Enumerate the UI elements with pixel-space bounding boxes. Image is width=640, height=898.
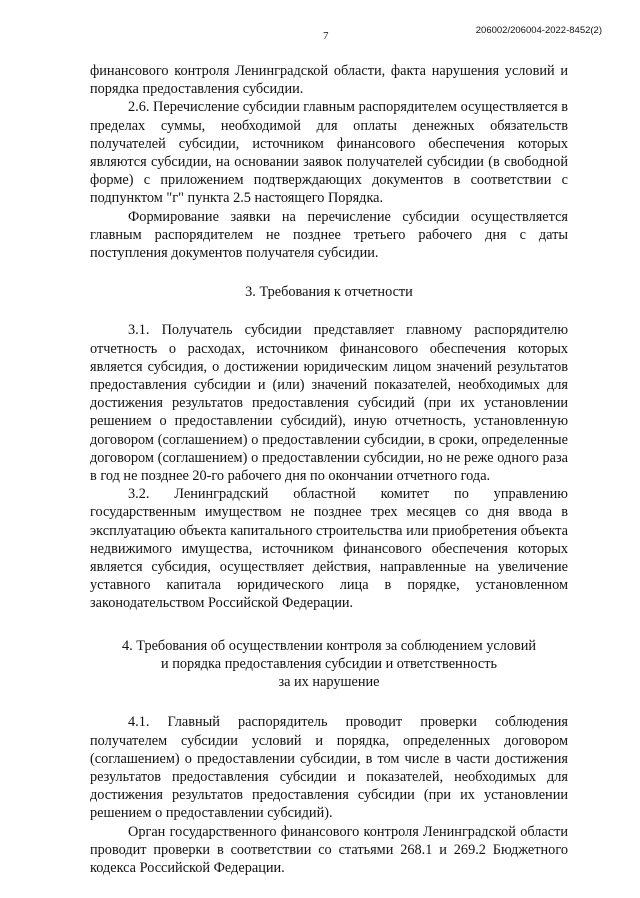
- document-body: [90, 62, 568, 877]
- paragraph-continuation: финансового контроля Ленинградской области, факта нарушения условий и порядка предоставления субсидии.: [90, 63, 568, 98]
- paragraph-2-6-request: Формирование заявки на перечисление субсидии осуществляется главным распорядителем не позднее третьего рабочего дня с даты поступления документов получателя субсидии.: [90, 208, 568, 262]
- section-heading-4-line-1: 4. Требования об осуществлении контроля за соблюдением условий: [121, 637, 537, 654]
- paragraph-3-2: 3.2. Ленинградский областной комитет по управлению государственным имуществом не позднее трех месяцев со дня ввода в эксплуатацию объекта капитального строительства или приобретения объекта недвижимого имущества, источником финансового обеспечения которых является субсидия, осуществляет действия, направленные на увеличение уставного капитала юридического лица в порядке, установленном законодательством Российской Федерации.: [90, 486, 568, 612]
- section-heading-4-line-3: за их нарушение: [278, 674, 380, 691]
- section-heading-4-line-2: и порядка предоставления субсидии и ответственность: [161, 655, 497, 672]
- paragraph-3-1: 3.1. Получатель субсидии представляет главному распорядителю отчетность о расходах, источником финансового обеспечения которых является субсидия, о достижении юридическим лицом значений результатов предоставления субсидии и (или) значений показателей, необходимых для достижения результатов предоставления субсидий (при их установлении решением о предоставлении субсидий), иную отчетность, установленную договором (соглашением) о предоставлении субсидии, в сроки, определенные договором (соглашением) о предоставлении субсидии, но не реже одного раза в год не позднее 20-го рабочего дня по окончании отчетного года.: [90, 322, 568, 485]
- paragraph-2-6: 2.6. Перечисление субсидии главным распорядителем осуществляется в пределах суммы, необходимой для оплаты денежных обязательств получателей субсидии, источником финансового обеспечения которых являются субсидии, на основании заявок получателей субсидии (в свободной форме) с приложением подтверждающих документов в соответствии с подпунктом "г" пункта 2.5 настоящего Порядка.: [90, 99, 568, 207]
- paragraph-4-1-control-body: Орган государственного финансового контроля Ленинградской области проводит проверки в соответствии со статьями 268.1 и 269.2 Бюджетного кодекса Российской Федерации.: [90, 823, 568, 876]
- section-heading-3: 3. Требования к отчетности: [245, 284, 413, 301]
- page-number: 7: [323, 30, 329, 42]
- section-heading-4: [90, 637, 568, 692]
- paragraph-4-1: 4.1. Главный распорядитель проводит проверки соблюдения получателем субсидии условий и порядка, определенных договором (соглашением) о предоставлении субсидии, в том числе в части достижения результатов предоставления субсидии и показателей, необходимых для достижения результатов предоставления субсидии (при их установлении решением о предоставлении субсидий).: [90, 714, 568, 822]
- document-code: 206002/206004-2022-8452(2): [475, 25, 602, 36]
